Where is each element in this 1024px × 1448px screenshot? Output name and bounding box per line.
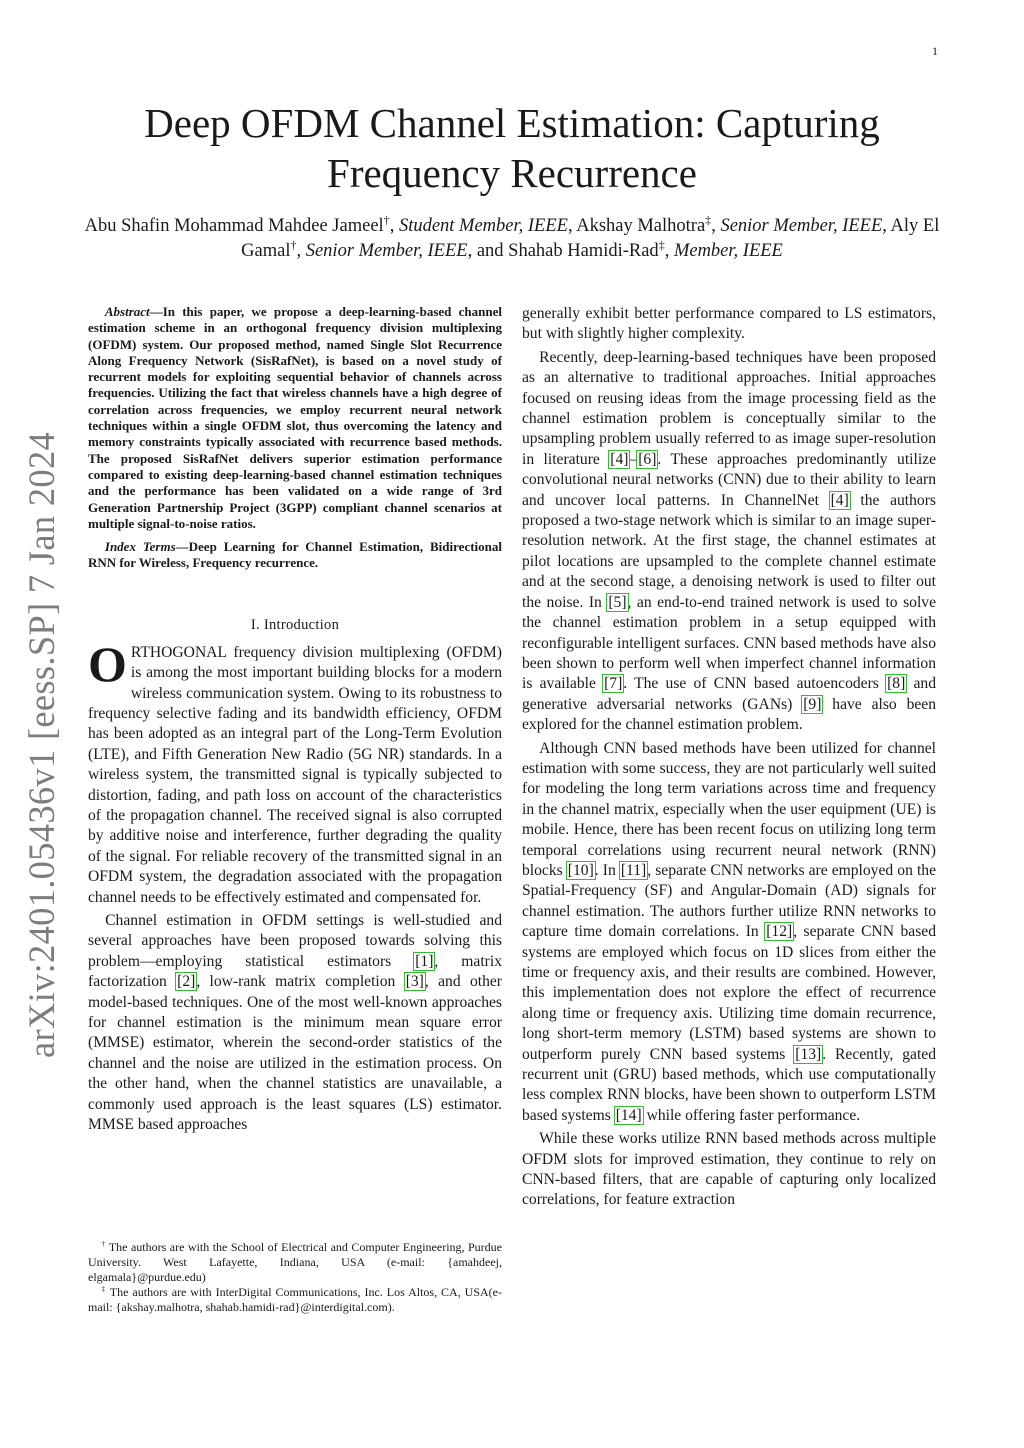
title-line-1: Deep OFDM Channel Estimation: Capturing (144, 100, 880, 146)
citation-link[interactable]: [13] (795, 1045, 822, 1063)
footnote-mark: † (101, 1239, 106, 1248)
citation-link[interactable]: [6] (638, 450, 657, 468)
citation-link[interactable]: [2] (177, 973, 196, 991)
right-paragraph-4: While these works utilize RNN based methods across multiple OFDM slots for improved estimation, they continue to rely on CNN-based filters, that are capable of capturing only localized correlations, for feature extraction (522, 1130, 936, 1209)
paragraph-text: have also been explored for the channel estimation problem. (522, 695, 936, 734)
author-role: Student Member, IEEE (398, 216, 568, 236)
paragraph-text: while offering faster performance. (642, 1106, 861, 1124)
abstract-text: —In this paper, we propose a deep-learning-based channel estimation scheme in an orthogonal frequency division multiplexing (OFDM) system. Our proposed method, named Single Slot Recurrence Along Frequency Network (SisRafNet), is based on a novel study of recurrent models for exploiting sequential behavior of channels across frequencies. Utilizing the fact that wireless channels have a high degree of correlation across frequencies, we employ recurrent neural network techniques within a single OFDM slot, thus overcoming the latency and memory constraints typically associated with recurrence based methods. The proposed SisRafNet delivers superior estimation performance compared to existing deep-learning-based channel estimation techniques and the performance has been validated on a wide range of 3rd Generation Partnership Project (3GPP) compliant channel scenarios at multiple signal-to-noise ratios. (88, 304, 502, 531)
paragraph-text: Channel estimation in OFDM settings is well-studied and several approaches have been proposed towards solving this problem—employing statistical estimators (88, 912, 502, 970)
dropcap: O (88, 635, 127, 692)
author-list: Abu Shafin Mohammad Mahdee Jameel†, Student Member, IEEE, Akshay Malhotra‡, Senior Member, IEEE, Aly El Gamal†, Senior Member, IEEE, and Shahab Hamidi-Rad‡, Member, IEEE (84, 212, 940, 261)
affiliation-mark: ‡ (705, 212, 712, 227)
arxiv-stamp: arXiv:2401.05436v1 [eess.SP] 7 Jan 2024 (21, 431, 62, 1058)
footnote-text: The authors are with the School of Electrical and Computer Engineering, Purdue University. West Lafayette, Indiana, USA (e-mail: {amahdeej, elgamala}@purdue.edu) (88, 1240, 503, 1284)
citation-link[interactable]: [10] (567, 861, 594, 879)
right-paragraph-2 (522, 348, 936, 736)
section-heading-introduction: I. Introduction (250, 616, 340, 633)
paragraph-text: and generative adversarial networks (GANs) (522, 675, 936, 713)
author-role: Member, IEEE (673, 241, 783, 261)
affiliation-mark: † (383, 212, 390, 227)
paper-title (80, 98, 944, 198)
paragraph-text: , an end-to-end trained network is used to solve the channel estimation problem in a setup equipped with reconfigurable intelligent surfaces. CNN based methods have also been shown to perform well when imperfect channel information is available (522, 593, 936, 693)
citation-link[interactable]: [14] (615, 1106, 642, 1124)
footnote-text: The authors are with InterDigital Communications, Inc. Los Altos, CA, USA(e-mail: {akshay.malhotra, shahab.hamidi-rad}@interdigital.com). (88, 1285, 502, 1314)
author-name: Abu Shafin Mohammad Mahdee Jameel (84, 216, 384, 236)
author-role: Senior Member, IEEE (305, 241, 468, 261)
paragraph-text: Recently, deep-learning-based techniques have been proposed as an alternative to traditional approaches. Initial approaches focused on reusing ideas from the image processing field as the channel estimation problem is conceptually similar to the upsampling problem usually referred to as image super-resolution in literature (522, 348, 936, 468)
affiliation-mark: ‡ (658, 237, 665, 252)
footnote-1 (88, 1240, 502, 1285)
right-paragraph-1: generally exhibit better performance compared to LS estimators, but with slightly higher complexity. (522, 305, 936, 343)
index-terms-label: Index Terms (104, 539, 176, 555)
intro-paragraph-1 (88, 635, 502, 908)
abstract (88, 304, 502, 532)
paragraph-text: . Recently, gated recurrent unit (GRU) based methods, which use computationally less complex RNN blocks, have been shown to outperform LSTM based systems (522, 1045, 936, 1124)
citation-link[interactable]: [1] (415, 952, 434, 970)
left-column (88, 304, 502, 1136)
page-number: 1 (932, 44, 938, 58)
title-line-2: Frequency Recurrence (327, 150, 697, 196)
citation-link[interactable]: [4] (610, 450, 629, 468)
author-name: Aly El Gamal (241, 216, 940, 261)
index-terms-text: —Deep Learning for Channel Estimation, Bidirectional RNN for Wireless, Frequency recurrence. (88, 539, 502, 571)
paragraph-text: RTHOGONAL frequency division multiplexing (OFDM) is among the most important building blocks for a modern wireless communication system. Owing to its robustness to frequency selective fading and its bandwidth efficiency, OFDM has been adopted as an integral part of the Long-Term Evolution (LTE), and Fifth Generation New Radio (5G NR) standards. In a wireless system, the transmitted signal is typically subjected to distortion, fading, and path loss on account of the characteristics of the propagation channel. The received signal is also corrupted by additive noise and interference, further degrading the quality of the signal. For reliable recovery of the transmitted signal in an OFDM system, the degradation associated with the propagation channel needs to be effectively estimated and compensated for. (88, 643, 502, 906)
citation-link[interactable]: [8] (887, 675, 906, 693)
author-name: Akshay Malhotra (576, 216, 706, 236)
citation-link[interactable]: [3] (405, 973, 424, 991)
citation-link[interactable]: [7] (604, 675, 623, 693)
citation-link[interactable]: [9] (803, 695, 822, 713)
citation-link[interactable]: [11] (620, 861, 647, 879)
paragraph-text: , low-rank matrix completion (196, 973, 405, 991)
intro-body (88, 635, 502, 1136)
paragraph-text: Although CNN based methods have been utilized for channel estimation with some success, they are not particularly well suited for modeling the long term variations across time and frequency in the channel matrix, especially when the user equipment (UE) is mobile. Hence, there has been recent focus on utilizing long term temporal correlations using recurrent neural network (RNN) blocks (522, 739, 936, 879)
paragraph-text: the authors proposed a two-stage network which is similar to an image super-resolution network. At the first stage, the channel estimates at pilot locations are upsampled to the complete channel estimate and at the second stage, a denoising network is used to filter out the noise. In (522, 491, 936, 611)
paragraph-text: – (629, 450, 638, 468)
citation-link[interactable]: [5] (608, 593, 627, 611)
footnote-mark: ‡ (101, 1284, 107, 1293)
citation-link[interactable]: [12] (766, 923, 793, 941)
footnote-2 (88, 1285, 502, 1315)
paragraph-text: , matrix factorization (88, 952, 502, 991)
index-terms (88, 539, 502, 572)
intro-paragraph-2 (88, 911, 502, 1135)
footnotes (88, 1240, 502, 1315)
paragraph-text: . The use of CNN based autoencoders (623, 675, 887, 693)
right-paragraph-3 (522, 739, 936, 1127)
abstract-label: Abstract (104, 304, 150, 319)
citation-link[interactable]: [4] (830, 491, 849, 509)
paragraph-text: . These approaches predominantly utilize convolutional neural networks (CNN) due to their ability to learn and uncover local patterns. In ChannelNet (522, 450, 936, 509)
right-column (522, 304, 936, 1211)
paragraph-text: , separate CNN based systems are employed which focus on 1D slices from either the time or frequency axis, and their results are combined. However, this implementation does not explore the effect of recurrence along time or frequency axis. Utilizing time domain recurrence, long short-term memory (LSTM) based systems are shown to outperform purely CNN based systems (522, 923, 936, 1063)
affiliation-mark: † (290, 237, 297, 252)
paragraph-text: . In (594, 861, 620, 879)
author-name: and Shahab Hamidi-Rad (476, 241, 659, 261)
paragraph-text: , separate CNN networks are employed on the Spatial-Frequency (SF) and Angular-Domain (AD) signals for channel estimation. The authors further utilize RNN networks to capture time domain correlations. In (522, 861, 936, 941)
paragraph-text: , and other model-based techniques. One of the most well-known approaches for channel estimation is the minimum mean square error (MMSE) estimator, wherein the second-order statistics of the channel and the noise are utilized in the estimation process. On the other hand, when the channel statistics are unavailable, a commonly used approach is the least squares (LS) estimator. MMSE based approaches (88, 973, 502, 1134)
author-role: Senior Member, IEEE (720, 216, 883, 236)
